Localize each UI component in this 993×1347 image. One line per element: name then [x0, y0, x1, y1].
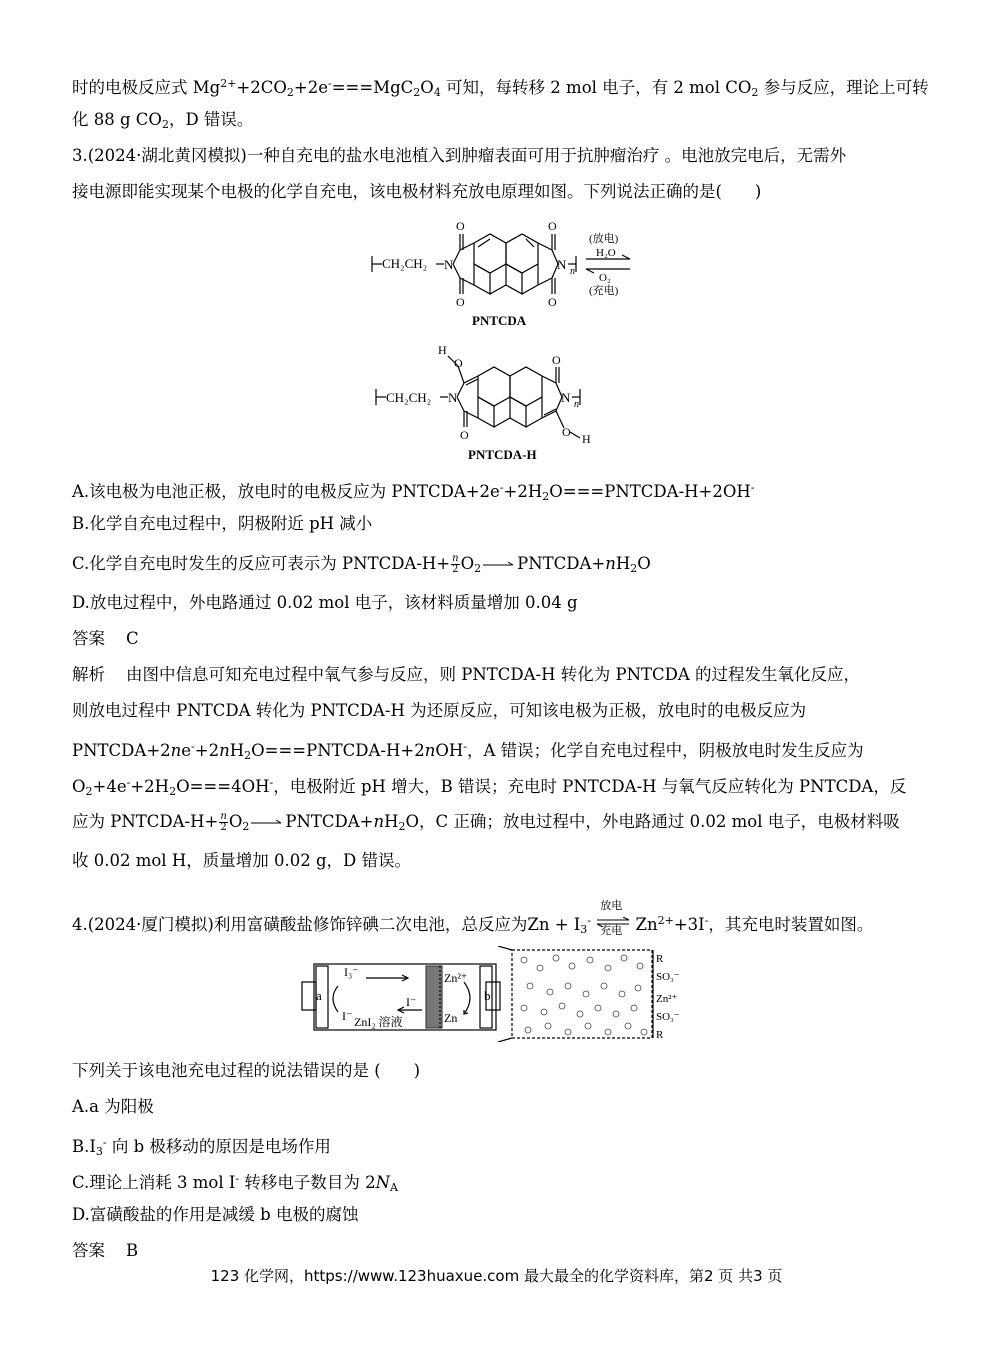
oxygen-label-1a: O: [456, 219, 465, 233]
continuation-line-2: 化 88 g $CO_2$，D 错误。: [72, 110, 254, 131]
chain-label-1: CH₂CH₂: [382, 256, 428, 271]
q4-option-d: D.富磺酸盐的作用是减缓 b 电极的腐蚀: [72, 1205, 359, 1224]
reaction-arrow-icon: [251, 818, 283, 828]
q4-option-c: C.理论上消耗 3 mol I- 转移电子数目为 $2N_A$: [72, 1172, 398, 1194]
fraction-n-over-2: $\frac{n}{2}$: [452, 553, 459, 575]
o2-label: O₂: [599, 272, 611, 284]
electrode-b-label: b: [484, 988, 491, 1003]
hydrogen-label-top: H: [438, 343, 447, 357]
pntcda-structure: [360, 216, 650, 331]
q4-stem: 4.(2024·厦门模拟)利用富磺酸盐修饰锌碘二次电池，总反应为$Zn + I_3^-$ 放电 充电 $Zn^{2+}+3I^-$，其充电时装置如图。: [72, 898, 874, 937]
nitrogen-right-1: N: [557, 257, 567, 272]
q3-option-a: A.该电极为电池正极，放电时的电极反应为 $PNTCDA+2e^-+2H_2O===PNTCDA-H+2OH^-$: [72, 481, 755, 503]
h2o-label: H₂O: [596, 247, 616, 259]
oxygen-label-2d: O: [562, 425, 571, 439]
battery-diagram: [298, 946, 708, 1042]
q3-explanation-line-4: $O_2+4e^-+2H_2O===4OH^-$，电极附近 pH 增大，B 错误；充电时 PNTCDA-H 与氧气反应转化为 PNTCDA，反: [72, 776, 907, 798]
q4-answer: 答案 B: [72, 1241, 139, 1260]
fraction-n-over-2-exp: $\frac{n}{2}$: [220, 811, 227, 833]
oxygen-label-1c: O: [548, 219, 557, 233]
oxygen-label-1d: O: [548, 295, 557, 309]
pntcda-h-structure: [370, 340, 610, 465]
q3-option-b: B.化学自充电过程中，阴极附近 pH 减小: [72, 514, 373, 533]
zn2plus-label: Zn²⁺: [656, 993, 678, 1005]
q3-explanation-line-6: 收 0.02 mol H，质量增加 0.02 g，D 错误。: [72, 851, 411, 870]
continuation-line-1: 时的电极反应式 $Mg^{2+}+2CO_2+2e^-===MgC_2O_4$ 可知，每转移 2 mol 电子，有 2 mol $CO_2$ 参与反应，理论上可转: [72, 77, 929, 99]
n-subscript-1: n: [570, 266, 575, 277]
oxygen-label-2b: O: [460, 428, 469, 442]
r-label-top: R: [656, 953, 664, 965]
zn2-label: Zn²⁺: [444, 971, 468, 985]
molecular-pattern: [521, 955, 647, 1035]
page-footer: 123 化学网，https://www.123huaxue.com 最大最全的化学资料库，第2 页 共3 页: [210, 1267, 783, 1285]
i-minus-label: I⁻: [342, 1009, 353, 1023]
oxygen-label-1b: O: [456, 295, 465, 309]
hydrogen-label-bottom: H: [582, 432, 591, 446]
oxygen-label-2a: O: [454, 356, 463, 370]
pntcda-label: PNTCDA: [472, 313, 527, 328]
q3-explanation-line-2: 则放电过程中 PNTCDA 转化为 PNTCDA-H 为还原反应，可知该电极为正极，放电时的电极反应为: [72, 701, 807, 720]
q4-option-b: $B.I_3^-$ 向 b 极移动的原因是电场作用: [72, 1136, 331, 1158]
q3-option-d: D.放电过程中，外电路通过 0.02 mol 电子，该材料质量增加 0.04 g: [72, 593, 578, 612]
q3-answer: 答案 C: [72, 629, 139, 648]
nitrogen-left-1: N: [444, 257, 454, 272]
q3-explanation-line-1: 解析 由图中信息可知充电过程中氧气参与反应，则 PNTCDA-H 转化为 PNTCDA 的过程发生氧化反应，: [72, 665, 861, 684]
q4-option-a: A.a 为阳极: [72, 1097, 154, 1116]
pntcda-h-label: PNTCDA-H: [468, 447, 537, 462]
reaction-arrow-icon: [483, 560, 515, 570]
r-label-bottom: R: [656, 1029, 664, 1041]
zni2-solution-label: ZnI₂ 溶液: [354, 1015, 403, 1029]
nitrogen-left-2: N: [448, 390, 458, 405]
q3-option-c: C.化学自充电时发生的反应可表示为 PNTCDA-H+ $\frac{n}{2}$ $O_2$ $PNTCDA+nH_2O$: [72, 553, 651, 575]
q3-explanation-line-5: 应为 PNTCDA-H+ $\frac{n}{2}$ $O_2$ $PNTCDA+nH_2O$，C 正确；放电过程中，外电路通过 0.02 mol 电子，电极材料吸: [72, 811, 900, 833]
discharge-label: (放电): [589, 233, 619, 245]
so3-label-top: SO₃⁻: [656, 971, 680, 983]
charge-label: (充电): [589, 285, 619, 297]
zn-label: Zn: [444, 1011, 458, 1025]
reversible-arrow-icon: 放电 充电: [596, 915, 630, 937]
q4-prompt: 下列关于该电池充电过程的说法错误的是 ( ): [72, 1061, 421, 1080]
electrode-a-label: a: [316, 988, 322, 1003]
chain-label-2: CH₂CH₂: [386, 390, 432, 405]
q3-explanation-line-3: $PNTCDA+2ne^-+2nH_2O===PNTCDA-H+2nOH^-$，A 错误；化学自充电过程中，阴极放电时发生反应为: [72, 740, 864, 762]
q3-stem-line-1: 3.(2024·湖北黄冈模拟)一种自充电的盐水电池植入到肿瘤表面可用于抗肿瘤治疗 。电池放完电后，无需外: [72, 146, 847, 165]
n-subscript-2: n: [574, 399, 579, 410]
q3-stem-line-2: 接电源即能实现某个电极的化学自充电，该电极材料充放电原理如图。下列说法正确的是( ): [72, 182, 762, 201]
i-arrow-label: I⁻: [406, 995, 417, 1009]
nitrogen-right-2: N: [561, 390, 571, 405]
i3-label: I₃⁻: [344, 965, 359, 979]
so3-label-bottom: SO₃⁻: [656, 1011, 680, 1023]
oxygen-label-2c: O: [552, 353, 561, 367]
